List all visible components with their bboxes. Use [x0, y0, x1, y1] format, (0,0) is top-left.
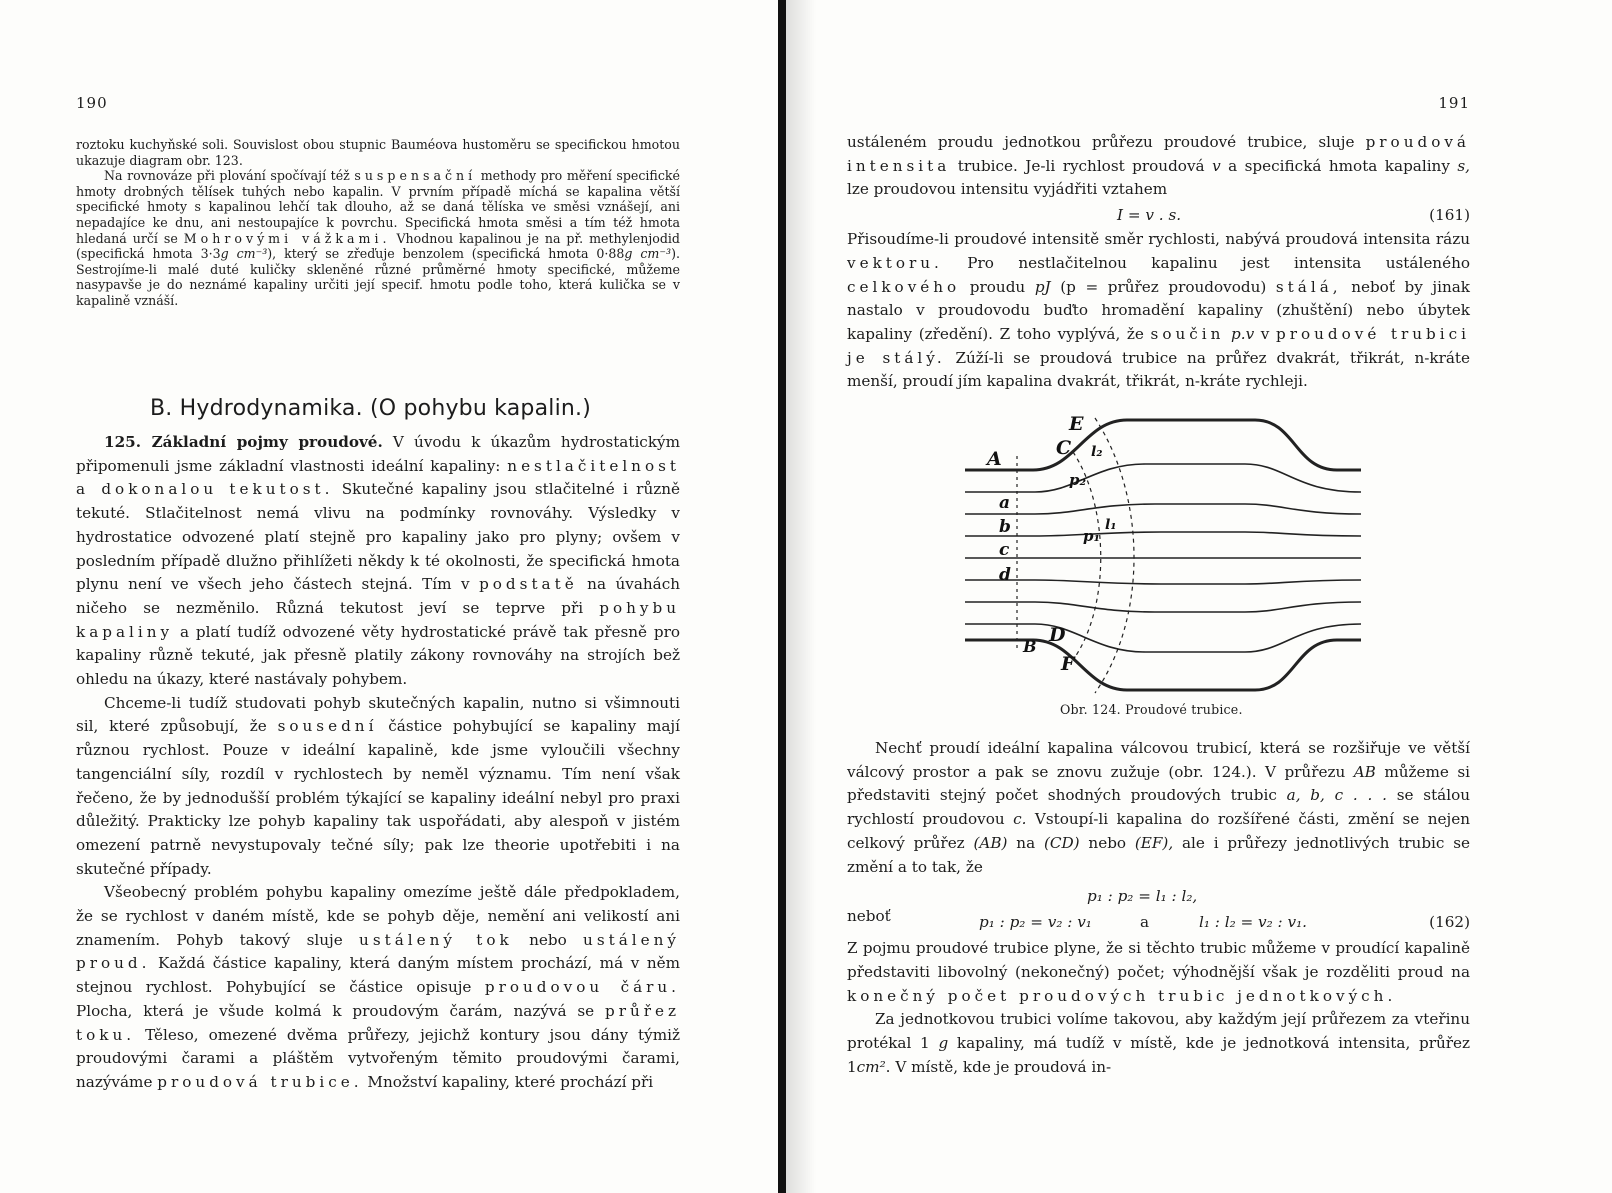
streamline — [965, 532, 1361, 536]
figure-label: b — [999, 517, 1011, 537]
stream-tubes-diagram — [965, 408, 1361, 703]
left-page — [0, 0, 778, 1193]
book-spine — [778, 0, 786, 1193]
figure-label: F — [1061, 653, 1075, 675]
streamline — [965, 504, 1361, 514]
figure-label: B — [1023, 637, 1037, 656]
figure-label: p₁ — [1083, 527, 1101, 545]
figure-label: a — [999, 493, 1011, 513]
paragraph: Na rovnováze při plování spočívají též suspensační methody pro měření specifické hmoty drobných tělísek tuhých nebo kapalin. V prvním případě míchá se kapalina větší specifické hmoty s kapalinou lehčí tak dlouho, až se daná tělíska ve směsi vznášejí, ani nepadajíce ke dnu, ani nestoupajíce k povrchu. Specifická hmota směsi a tím též hmota hledaná určí se Mohrovými vážkami. Vhodnou kapalinou je na př. methylenjodid (specifická hmota 3·3g cm⁻³), který se zřeďuje benzolem (specifická hmota 0·88g cm⁻³). Sestrojíme-li malé duté kuličky skleněné různé průměrné hmoty specifické, můžeme nasypavše je do neznámé kapaliny určiti její specif. hmotu podle toho, která kulička se v kapalině vznáší. — [76, 168, 680, 308]
paragraph: Nechť proudí ideální kapalina válcovou trubicí, která se rozšiřuje ve větší válcový prostor a pak se znovu zužuje (obr. 124.). V průřezu AB můžeme si představiti stejný počet shodných proudových trubic a, b, c . . . se stálou rychlostí proudovou c. Vstoupí-li kapalina do rozšířené části, změní se nejen celkový průřez (AB) na (CD) nebo (EF), ale i průřezy jednotlivých trubic se změní a to tak, že — [847, 739, 1471, 876]
paragraph: ustáleném proudu jednotkou průřezu proudové trubice, sluje proudová intensita trubice. Je-li rychlost proudová v a specifická hmota kapaliny s, lze proudovou intensitu vyjádřiti vztahem — [847, 133, 1471, 199]
body-text-left — [76, 431, 680, 1095]
body-text-right-bottom — [847, 737, 1470, 1079]
formula-161: I = v . s. (161) — [1117, 206, 1470, 225]
formula-a: p₁ : p₂ = l₁ : l₂, — [1087, 887, 1198, 906]
figure-label: A — [987, 448, 1002, 470]
spine-shadow — [786, 0, 816, 1193]
page-number-right: 191 — [1438, 94, 1470, 112]
streamline — [965, 602, 1361, 612]
paragraph: Za jednotkovou trubici volíme takovou, aby každým její průřezem za vteřinu protékal 1 g kapaliny, má tudíž v místě, kde je jednotková intensita, průřez 1cm². V místě, kde je proudová in- — [847, 1010, 1471, 1076]
streamline — [965, 464, 1361, 492]
paragraph: Z pojmu proudové trubice plyne, že si těchto trubic můžeme v proudící kapalině představiti libovolný (nekonečný) počet; výhodnější však je rozděliti proud na konečný počet proudových trubic jednotkových. — [847, 939, 1470, 1005]
formula-162: neboť p₁ : p₂ = v₂ : v₁ a l₁ : l₂ = v₂ : v₁. (162) — [847, 907, 1470, 932]
paragraph: Přisoudíme-li proudové intensitě směr rychlosti, nabývá proudová intensita rázu vektoru. Pro nestlačitelnou kapalinu jest intensita ustáleného celkového proudu pJ (p = průřez proudovodu) stálá, neboť by jinak nastalo v proudovodu buďto hromadění kapaliny (zhuštění) nebo úbytek kapaliny (zředění). Z toho vyplývá, že součin p.v v proudové trubici je stálý. Zúží-li se proudová trubice na průřez dvakrát, třikrát, n-kráte menší, proudí jím kapalina dvakrát, třikrát, n-kráte rychleji. — [847, 230, 1471, 391]
paragraph: 125. Základní pojmy proudové. V úvodu k úkazům hydrostatickým připomenuli jsme základní vlastnosti ideální kapaliny: nestlačitelnost a dokonalou tekutost. Skutečné kapaliny jsou stlačitelné i různě tekuté. Stlačitelnost nemá vlivu na podmínky rovnováhy. Výsledky v hydrostatice odvozené platí stejně pro kapaliny jako pro plyny; ovšem v posledním případě dlužno přihlížeti někdy k té okolnosti, že specifická hmota plynu není ve všech jeho částech stejná. Tím v podstatě na úvahách ničeho se nezměnilo. Různá tekutost jeví se teprve při pohybu kapaliny a platí tudíž odvozené věty hydrostatické právě tak přesně pro kapaliny různě tekuté, jak přesně platily zákony rovnováhy na strojích bež ohledu na úkazy, které nastávaly pohybem. — [76, 433, 681, 689]
small-text-block — [76, 137, 680, 309]
figure-label: p₂ — [1069, 471, 1087, 489]
figure-label: D — [1049, 624, 1066, 646]
figure-label: l₂ — [1091, 444, 1103, 460]
page-number-left: 190 — [76, 94, 108, 112]
paragraph: Všeobecný problém pohybu kapaliny omezíme ještě dále předpokladem, že se rychlost v daném místě, kde se pohyb děje, nemění ani velikostí ani znamením. Pohyb takový sluje ustálený tok nebo ustálený proud. Každá částice kapaliny, která daným místem prochází, má v něm stejnou rychlost. Pohybující se částice opisuje proudovou čáru. Plocha, která je všude kolmá k proudovým čarám, nazývá se průřez toku. Těleso, omezené dvěma průřezy, jejichž kontury jsou dány týmiž proudovými čarami a pláštěm vytvořeným těmito proudovými čarami, nazýváme proudová trubice. Množství kapaliny, které prochází při — [76, 883, 681, 1091]
figure-label: C — [1056, 437, 1072, 459]
paragraph: Chceme-li tudíž studovati pohyb skutečných kapalin, nutno si všimnouti sil, které způsobují, že sousední částice pohybující se kapaliny mají různou rychlost. Pouze v ideální kapalině, kde jsme vyloučili všechny tangenciální síly, rozdíl v rychlostech by neměl významu. Tím není však řečeno, že by jednodušší problém týkající se kapaliny ideální nebyl pro praxi důležitý. Prakticky lze pohyb kapaliny tak uspořádati, aby alespoň v jistém omezení patrně nevystupovaly tečné síly; pak lze theorie upotřebiti i na skutečné případy. — [76, 693, 681, 878]
body-text-right-top — [847, 131, 1470, 394]
figure-caption: Obr. 124. Proudové trubice. — [1060, 702, 1243, 717]
section-heading: B. Hydrodynamika. (O pohybu kapalin.) — [150, 396, 592, 421]
streamline — [965, 580, 1361, 584]
figure-label: E — [1069, 413, 1084, 435]
figure-label: d — [999, 565, 1011, 585]
outer-wall-top — [965, 420, 1361, 470]
paragraph: roztoku kuchyňské soli. Souvislost obou stupnic Bauméova hustoměru se specifickou hmotou ukazuje diagram obr. 123. — [76, 137, 680, 168]
figure-label: l₁ — [1105, 517, 1117, 533]
figure-label: c — [999, 540, 1010, 560]
section-title: 125. Základní pojmy proudové. — [104, 433, 383, 451]
figure-stream-tubes — [965, 408, 1361, 703]
